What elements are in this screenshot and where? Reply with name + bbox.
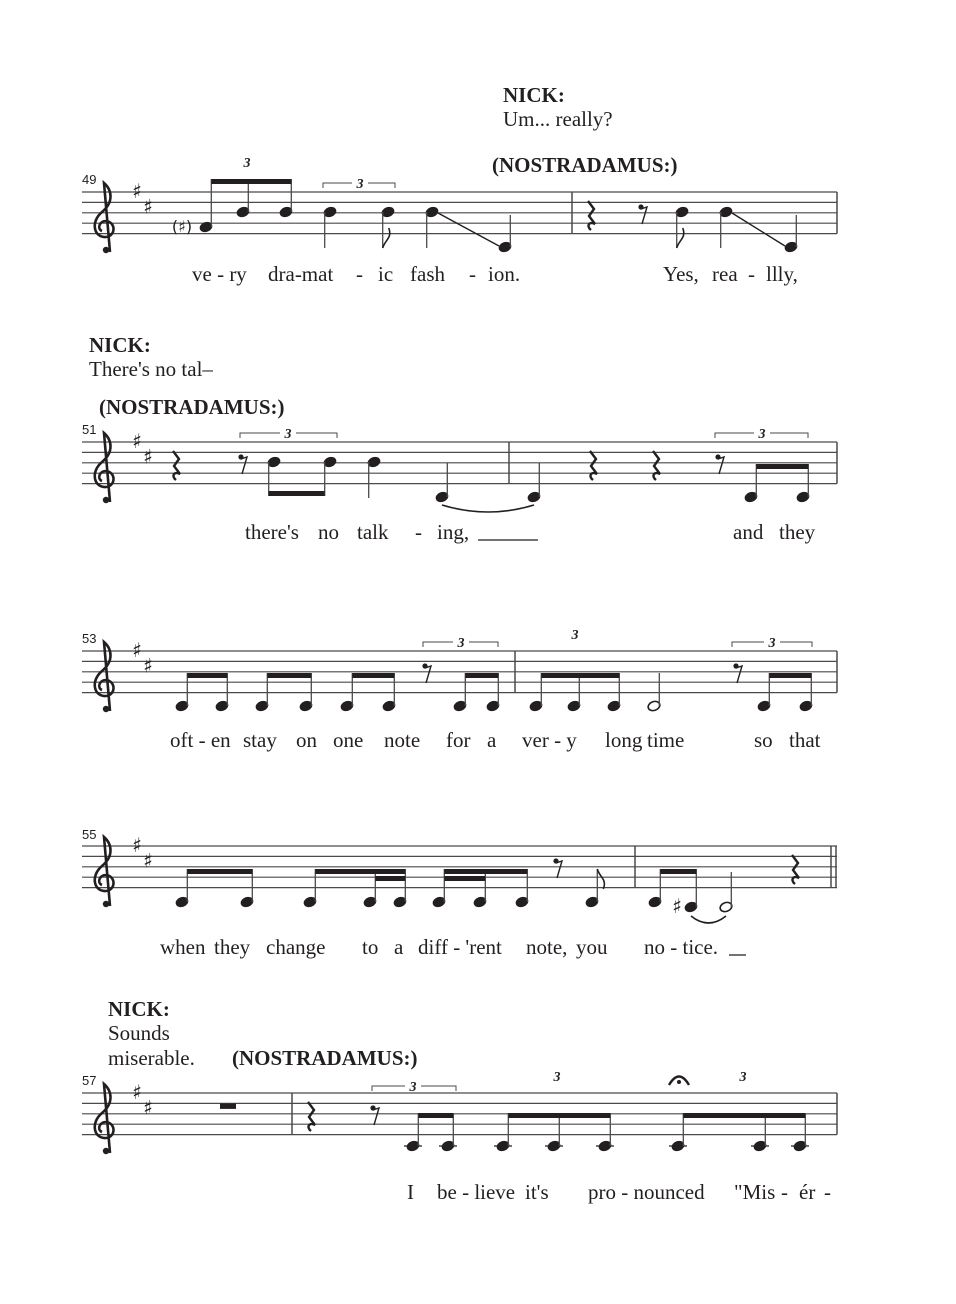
sharp-icon: ♯ — [672, 894, 682, 918]
lyric-syllable: oft - en — [170, 728, 231, 752]
spoken-line: Sounds — [108, 1021, 170, 1045]
lyric-syllable: you — [576, 935, 608, 959]
lyric-syllable: rea — [712, 262, 738, 286]
key-signature-sharp-icon: ♯ — [143, 653, 153, 678]
lyric-syllable: ér — [799, 1180, 816, 1204]
lyric-syllable: be - lieve — [437, 1180, 516, 1204]
treble-clef-icon — [95, 642, 114, 711]
speaker-label-nick: NICK: — [89, 333, 151, 357]
cue-label-nostradamus: (NOSTRADAMUS:) — [232, 1046, 418, 1070]
measure-number: 51 — [82, 422, 97, 437]
key-signature-sharp-icon: ♯ — [143, 194, 153, 219]
lyric-syllable: - — [824, 1180, 831, 1204]
lyric-syllable: I — [407, 1180, 414, 1204]
lyric-syllable: for — [446, 728, 471, 752]
tuplet-number: 3 — [739, 1070, 747, 1085]
tuplet-number: 3 — [284, 427, 292, 442]
lyric-syllable: stay — [243, 728, 277, 752]
eighth-rest-icon — [425, 666, 431, 683]
lyric-syllable: no - tice. — [644, 935, 719, 959]
courtesy-sharp-icon: (♯) — [171, 217, 193, 236]
quarter-rest-icon — [173, 451, 180, 480]
lyric-syllable: - — [469, 262, 476, 286]
beam — [375, 876, 405, 881]
treble-clef-icon — [95, 1084, 114, 1153]
eighth-flag — [597, 869, 604, 889]
beam — [418, 1113, 453, 1118]
whole-rest-icon — [220, 1103, 236, 1109]
glissando-line — [438, 213, 499, 246]
key-signature-sharp-icon: ♯ — [132, 638, 142, 662]
lyric-syllable: they — [214, 935, 251, 959]
beam — [269, 491, 325, 496]
eighth-rest-icon — [241, 457, 247, 474]
lyric-syllable: Yes, — [663, 262, 699, 286]
beam — [683, 1113, 805, 1118]
tie — [691, 916, 726, 923]
tuplet-number: 3 — [243, 156, 251, 171]
lyric-syllable: pro - nounced — [588, 1180, 705, 1204]
key-signature-sharp-icon: ♯ — [132, 179, 142, 203]
lyric-syllable: dra-mat — [268, 262, 334, 286]
lyric-syllable: a — [487, 728, 497, 752]
treble-clef-icon — [103, 247, 109, 253]
tuplet-number: 3 — [553, 1070, 561, 1085]
speaker-label-nick: NICK: — [108, 997, 170, 1021]
treble-clef-icon — [103, 706, 109, 712]
beam — [465, 673, 498, 678]
quarter-rest-icon — [588, 201, 595, 230]
lyric-syllable: - — [415, 520, 422, 544]
treble-clef-icon — [95, 837, 114, 906]
tuplet-number: 3 — [356, 177, 364, 192]
lyric-syllable: ver - y — [522, 728, 577, 752]
spoken-line: Um... really? — [503, 107, 613, 131]
glissando-line — [732, 213, 785, 246]
beam — [267, 673, 311, 678]
beam — [187, 869, 252, 874]
lyric-syllable: time — [647, 728, 685, 752]
beam — [660, 869, 696, 874]
eighth-rest-icon — [718, 457, 724, 474]
treble-clef-icon — [95, 183, 114, 252]
treble-clef-icon — [103, 497, 109, 503]
lyric-syllable: that — [789, 728, 821, 752]
quarter-rest-icon — [653, 451, 660, 480]
lyric-syllable: no — [318, 520, 339, 544]
lyric-syllable: on — [296, 728, 317, 752]
lyric-syllable: note — [384, 728, 421, 752]
tuplet-number: 3 — [409, 1080, 417, 1095]
tuplet-number: 3 — [768, 636, 776, 651]
key-signature-sharp-icon: ♯ — [132, 833, 142, 857]
measure-number: 55 — [82, 827, 97, 842]
beam — [756, 464, 808, 469]
eighth-rest-icon — [556, 861, 562, 878]
quarter-rest-icon — [792, 855, 799, 884]
key-signature-sharp-icon: ♯ — [143, 848, 153, 873]
lyric-syllable: it's — [525, 1180, 549, 1204]
cue-label-nostradamus: (NOSTRADAMUS:) — [492, 153, 678, 177]
beam — [352, 673, 394, 678]
eighth-flag — [383, 228, 390, 248]
tuplet-number: 3 — [758, 427, 766, 442]
beam — [315, 869, 405, 874]
eighth-rest-icon — [736, 666, 742, 683]
lyric-syllable: there's — [245, 520, 299, 544]
beam — [211, 179, 291, 184]
measure-number: 49 — [82, 172, 97, 187]
tuplet-number: 3 — [457, 636, 465, 651]
lyric-syllable: fash — [410, 262, 445, 286]
lyric-syllable: diff - 'rent — [418, 935, 502, 959]
spoken-line-continued: miserable. — [108, 1046, 195, 1070]
speaker-label-nick: NICK: — [503, 83, 565, 107]
lyric-syllable: ic — [378, 262, 394, 286]
measure-number: 53 — [82, 631, 97, 646]
lyric-syllable: note, — [526, 935, 568, 959]
fermata-icon — [677, 1080, 681, 1084]
lyric-syllable: ing, — [437, 520, 470, 544]
lyric-syllable: and — [733, 520, 764, 544]
lyric-syllable: ve - ry — [192, 262, 247, 286]
lyric-syllable: long — [605, 728, 643, 752]
beam — [444, 869, 527, 874]
treble-clef-icon — [95, 433, 114, 502]
eighth-flag — [677, 228, 684, 248]
spoken-line: There's no tal– — [89, 357, 213, 381]
key-signature-sharp-icon: ♯ — [143, 444, 153, 469]
lyric-syllable: - — [356, 262, 363, 286]
beam — [444, 876, 485, 881]
beam — [769, 673, 811, 678]
lyric-syllable: one — [333, 728, 364, 752]
lyric-syllable: change — [266, 935, 326, 959]
lyric-syllable: they — [779, 520, 816, 544]
lyric-syllable: when — [160, 935, 206, 959]
key-signature-sharp-icon: ♯ — [132, 429, 142, 453]
treble-clef-icon — [103, 1148, 109, 1154]
tie — [442, 505, 534, 512]
measure-number: 57 — [82, 1073, 97, 1088]
lyric-syllable: - — [781, 1180, 788, 1204]
eighth-rest-icon — [373, 1108, 379, 1125]
lyric-syllable: to — [362, 935, 379, 959]
quarter-rest-icon — [308, 1102, 315, 1131]
lyric-syllable: - — [748, 262, 755, 286]
beam — [541, 673, 619, 678]
beam — [187, 673, 227, 678]
lyric-syllable: talk — [357, 520, 389, 544]
tuplet-number: 3 — [571, 628, 579, 643]
key-signature-sharp-icon: ♯ — [143, 1095, 153, 1120]
beam — [508, 1113, 610, 1118]
lyric-syllable: llly, — [766, 262, 798, 286]
cue-label-nostradamus: (NOSTRADAMUS:) — [99, 395, 285, 419]
lyric-syllable: "Mis — [734, 1180, 776, 1204]
lyric-syllable: a — [394, 935, 404, 959]
treble-clef-icon — [103, 901, 109, 907]
lyric-syllable: so — [754, 728, 773, 752]
key-signature-sharp-icon: ♯ — [132, 1080, 142, 1104]
lyric-syllable: ion. — [488, 262, 521, 286]
eighth-rest-icon — [641, 207, 647, 224]
quarter-rest-icon — [590, 451, 597, 480]
